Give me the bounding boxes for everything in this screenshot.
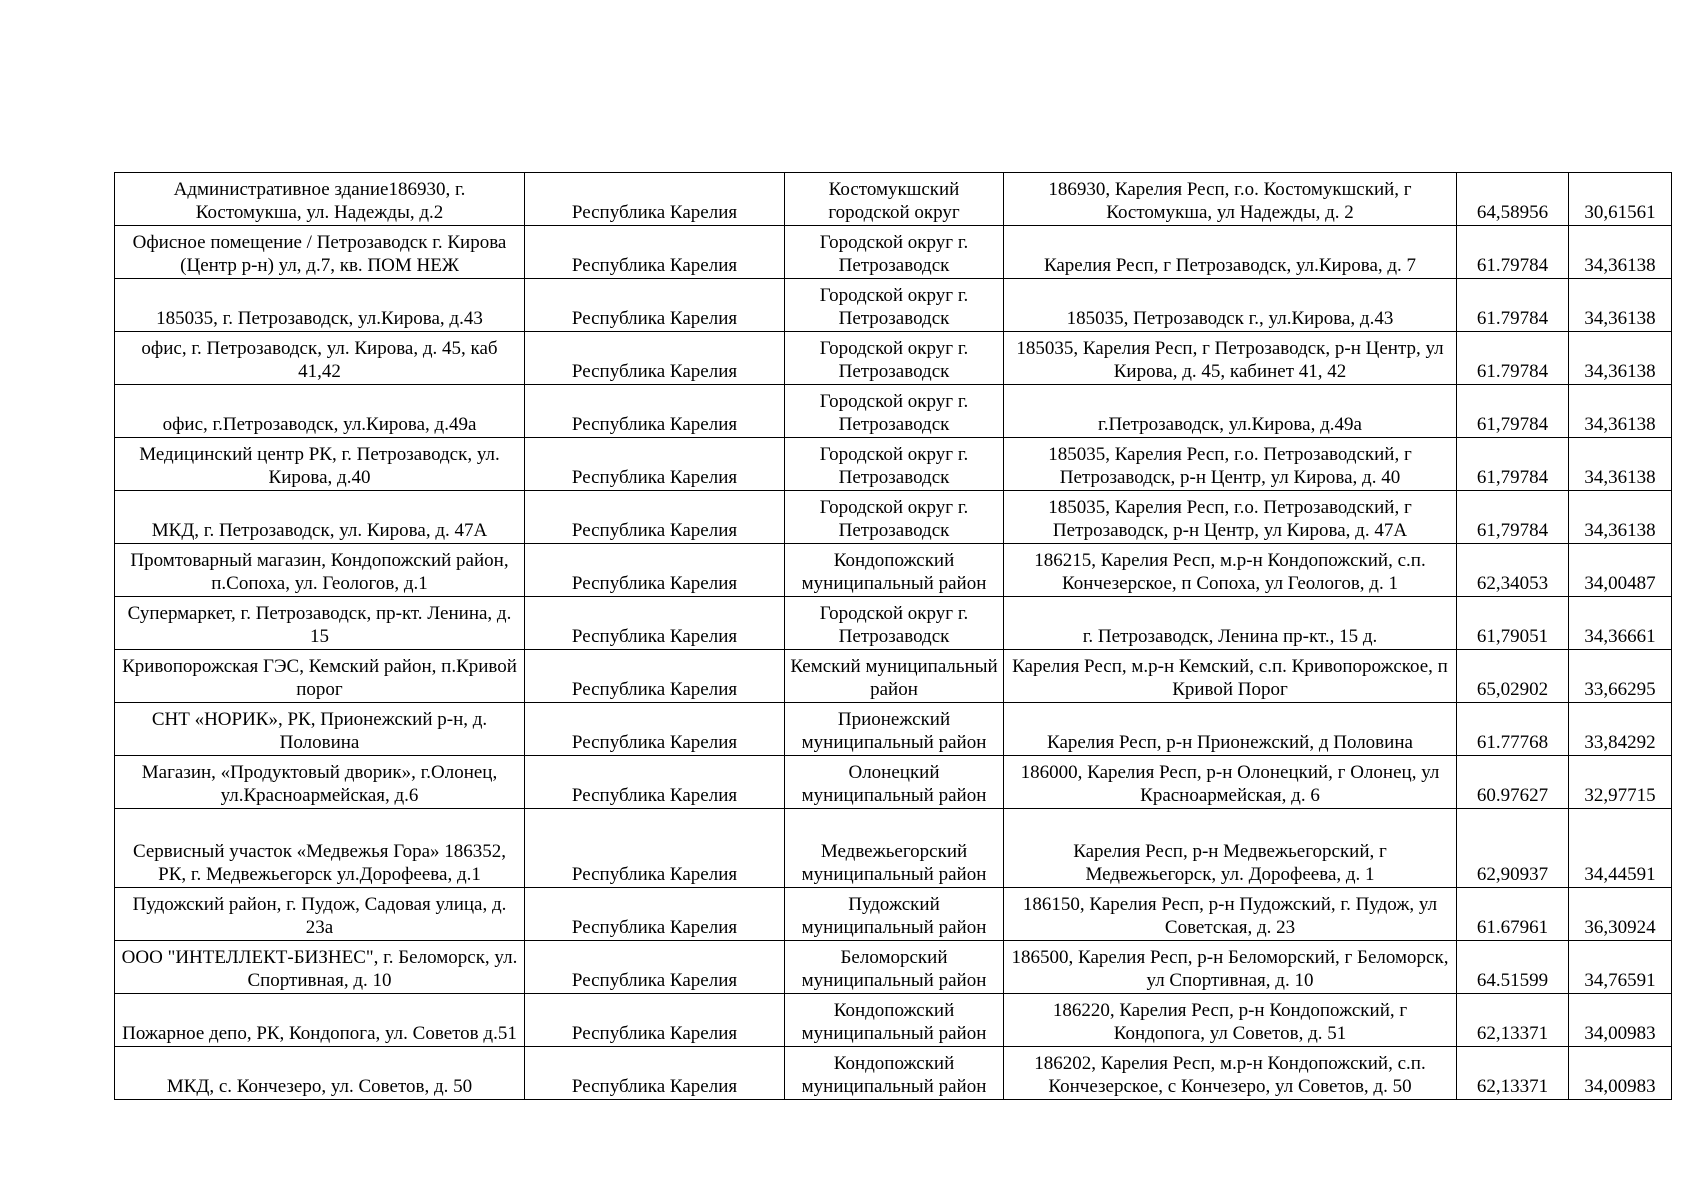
table-row <box>115 756 1672 809</box>
address-cell: Карелия Респ, г Петрозаводск, ул.Кирова, д. 7 <box>1004 226 1457 279</box>
object-name-cell: офис, г.Петрозаводск, ул.Кирова, д.49а <box>115 385 525 438</box>
longitude-cell: 32,97715 <box>1569 756 1672 809</box>
longitude-cell: 34,00983 <box>1569 994 1672 1047</box>
district-cell: Прионежский муниципальный район <box>785 703 1004 756</box>
latitude-cell: 61,79051 <box>1457 597 1569 650</box>
table-row <box>115 888 1672 941</box>
district-cell: Кемский муниципальный район <box>785 650 1004 703</box>
object-name-cell: Промтоварный магазин, Кондопожский район, п.Сопоха, ул. Геологов, д.1 <box>115 544 525 597</box>
region-cell: Республика Карелия <box>525 1047 785 1100</box>
longitude-cell: 34,00487 <box>1569 544 1672 597</box>
address-cell: Карелия Респ, р-н Прионежский, д Половина <box>1004 703 1457 756</box>
address-cell: г.Петрозаводск, ул.Кирова, д.49а <box>1004 385 1457 438</box>
address-cell: 185035, Карелия Респ, г.о. Петрозаводский, г Петрозаводск, р-н Центр, ул Кирова, д. 40 <box>1004 438 1457 491</box>
address-cell: 186215, Карелия Респ, м.р-н Кондопожский, с.п. Кончезерское, п Сопоха, ул Геологов, д. 1 <box>1004 544 1457 597</box>
address-cell: 186930, Карелия Респ, г.о. Костомукшский, г Костомукша, ул Надежды, д. 2 <box>1004 173 1457 226</box>
table-row <box>115 385 1672 438</box>
district-cell: Городской округ г. Петрозаводск <box>785 279 1004 332</box>
address-cell: Карелия Респ, м.р-н Кемский, с.п. Кривопорожское, п Кривой Порог <box>1004 650 1457 703</box>
region-cell: Республика Карелия <box>525 941 785 994</box>
object-name-cell: Пожарное депо, РК, Кондопога, ул. Советов д.51 <box>115 994 525 1047</box>
table-row <box>115 703 1672 756</box>
latitude-cell: 61,79784 <box>1457 491 1569 544</box>
table-body <box>115 173 1672 1100</box>
longitude-cell: 34,76591 <box>1569 941 1672 994</box>
table-row <box>115 650 1672 703</box>
latitude-cell: 62,34053 <box>1457 544 1569 597</box>
table-row <box>115 1047 1672 1100</box>
address-cell: 185035, Карелия Респ, г.о. Петрозаводский, г Петрозаводск, р-н Центр, ул Кирова, д. 47А <box>1004 491 1457 544</box>
locations-table <box>114 172 1672 1100</box>
object-name-cell: Медицинский центр РК, г. Петрозаводск, ул. Кирова, д.40 <box>115 438 525 491</box>
longitude-cell: 34,36138 <box>1569 491 1672 544</box>
latitude-cell: 61.79784 <box>1457 332 1569 385</box>
longitude-cell: 30,61561 <box>1569 173 1672 226</box>
object-name-cell: Пудожский район, г. Пудож, Садовая улица, д. 23а <box>115 888 525 941</box>
region-cell: Республика Карелия <box>525 173 785 226</box>
region-cell: Республика Карелия <box>525 438 785 491</box>
table-row <box>115 332 1672 385</box>
longitude-cell: 36,30924 <box>1569 888 1672 941</box>
latitude-cell: 61.67961 <box>1457 888 1569 941</box>
table-row <box>115 941 1672 994</box>
region-cell: Республика Карелия <box>525 650 785 703</box>
latitude-cell: 65,02902 <box>1457 650 1569 703</box>
region-cell: Республика Карелия <box>525 888 785 941</box>
district-cell: Медвежьегорский муниципальный район <box>785 809 1004 888</box>
district-cell: Городской округ г. Петрозаводск <box>785 226 1004 279</box>
latitude-cell: 61.77768 <box>1457 703 1569 756</box>
object-name-cell: МКД, с. Кончезеро, ул. Советов, д. 50 <box>115 1047 525 1100</box>
object-name-cell: МКД, г. Петрозаводск, ул. Кирова, д. 47А <box>115 491 525 544</box>
table-row <box>115 279 1672 332</box>
region-cell: Республика Карелия <box>525 332 785 385</box>
table-row <box>115 491 1672 544</box>
table-row <box>115 544 1672 597</box>
latitude-cell: 61,79784 <box>1457 438 1569 491</box>
district-cell: Олонецкий муниципальный район <box>785 756 1004 809</box>
latitude-cell: 61,79784 <box>1457 385 1569 438</box>
district-cell: Городской округ г. Петрозаводск <box>785 385 1004 438</box>
address-cell: 186000, Карелия Респ, р-н Олонецкий, г Олонец, ул Красноармейская, д. 6 <box>1004 756 1457 809</box>
address-cell: 186220, Карелия Респ, р-н Кондопожский, г Кондопога, ул Советов, д. 51 <box>1004 994 1457 1047</box>
table-row <box>115 226 1672 279</box>
address-cell: 186150, Карелия Респ, р-н Пудожский, г. Пудож, ул Советская, д. 23 <box>1004 888 1457 941</box>
region-cell: Республика Карелия <box>525 279 785 332</box>
region-cell: Республика Карелия <box>525 491 785 544</box>
region-cell: Республика Карелия <box>525 994 785 1047</box>
region-cell: Республика Карелия <box>525 809 785 888</box>
region-cell: Республика Карелия <box>525 703 785 756</box>
district-cell: Пудожский муниципальный район <box>785 888 1004 941</box>
latitude-cell: 60.97627 <box>1457 756 1569 809</box>
district-cell: Городской округ г. Петрозаводск <box>785 332 1004 385</box>
table-row <box>115 173 1672 226</box>
longitude-cell: 34,36661 <box>1569 597 1672 650</box>
address-cell: 185035, Карелия Респ, г Петрозаводск, р-н Центр, ул Кирова, д. 45, кабинет 41, 42 <box>1004 332 1457 385</box>
address-cell: Карелия Респ, р-н Медвежьегорский, г Медвежьегорск, ул. Дорофеева, д. 1 <box>1004 809 1457 888</box>
address-cell: г. Петрозаводск, Ленина пр-кт., 15 д. <box>1004 597 1457 650</box>
object-name-cell: СНТ «НОРИК», РК, Прионежский р-н, д. Половина <box>115 703 525 756</box>
district-cell: Городской округ г. Петрозаводск <box>785 491 1004 544</box>
district-cell: Городской округ г. Петрозаводск <box>785 597 1004 650</box>
district-cell: Костомукшский городской округ <box>785 173 1004 226</box>
district-cell: Городской округ г. Петрозаводск <box>785 438 1004 491</box>
latitude-cell: 61.79784 <box>1457 226 1569 279</box>
district-cell: Кондопожский муниципальный район <box>785 994 1004 1047</box>
latitude-cell: 62,13371 <box>1457 994 1569 1047</box>
region-cell: Республика Карелия <box>525 756 785 809</box>
address-cell: 186202, Карелия Респ, м.р-н Кондопожский, с.п. Кончезерское, с Кончезеро, ул Советов, д. 50 <box>1004 1047 1457 1100</box>
longitude-cell: 34,36138 <box>1569 385 1672 438</box>
longitude-cell: 34,00983 <box>1569 1047 1672 1100</box>
object-name-cell: ООО "ИНТЕЛЛЕКТ-БИЗНЕС", г. Беломорск, ул. Спортивная, д. 10 <box>115 941 525 994</box>
object-name-cell: Магазин, «Продуктовый дворик», г.Олонец, ул.Красноармейская, д.6 <box>115 756 525 809</box>
object-name-cell: Супермаркет, г. Петрозаводск, пр-кт. Ленина, д. 15 <box>115 597 525 650</box>
table-row <box>115 809 1672 888</box>
longitude-cell: 34,36138 <box>1569 438 1672 491</box>
address-cell: 186500, Карелия Респ, р-н Беломорский, г Беломорск, ул Спортивная, д. 10 <box>1004 941 1457 994</box>
table-row <box>115 597 1672 650</box>
longitude-cell: 33,66295 <box>1569 650 1672 703</box>
district-cell: Беломорский муниципальный район <box>785 941 1004 994</box>
table-row <box>115 994 1672 1047</box>
latitude-cell: 61.79784 <box>1457 279 1569 332</box>
object-name-cell: Административное здание186930, г. Костомукша, ул. Надежды, д.2 <box>115 173 525 226</box>
longitude-cell: 34,36138 <box>1569 226 1672 279</box>
region-cell: Республика Карелия <box>525 385 785 438</box>
longitude-cell: 34,44591 <box>1569 809 1672 888</box>
latitude-cell: 62,13371 <box>1457 1047 1569 1100</box>
district-cell: Кондопожский муниципальный район <box>785 544 1004 597</box>
object-name-cell: Офисное помещение / Петрозаводск г. Кирова (Центр р-н) ул, д.7, кв. ПОМ НЕЖ <box>115 226 525 279</box>
latitude-cell: 64.51599 <box>1457 941 1569 994</box>
region-cell: Республика Карелия <box>525 597 785 650</box>
region-cell: Республика Карелия <box>525 226 785 279</box>
latitude-cell: 64,58956 <box>1457 173 1569 226</box>
region-cell: Республика Карелия <box>525 544 785 597</box>
longitude-cell: 34,36138 <box>1569 279 1672 332</box>
district-cell: Кондопожский муниципальный район <box>785 1047 1004 1100</box>
object-name-cell: Сервисный участок «Медвежья Гора» 186352, РК, г. Медвежьегорск ул.Дорофеева, д.1 <box>115 809 525 888</box>
object-name-cell: офис, г. Петрозаводск, ул. Кирова, д. 45, каб 41,42 <box>115 332 525 385</box>
longitude-cell: 33,84292 <box>1569 703 1672 756</box>
longitude-cell: 34,36138 <box>1569 332 1672 385</box>
address-cell: 185035, Петрозаводск г., ул.Кирова, д.43 <box>1004 279 1457 332</box>
latitude-cell: 62,90937 <box>1457 809 1569 888</box>
table-row <box>115 438 1672 491</box>
object-name-cell: Кривопорожская ГЭС, Кемский район, п.Кривой порог <box>115 650 525 703</box>
object-name-cell: 185035, г. Петрозаводск, ул.Кирова, д.43 <box>115 279 525 332</box>
